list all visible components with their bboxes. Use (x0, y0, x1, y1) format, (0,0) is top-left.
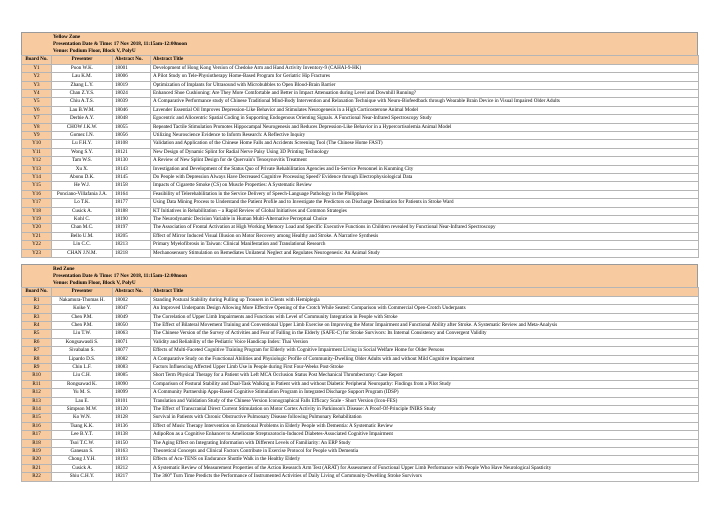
table-row (22, 64, 699, 72)
presenter-cell: Tsoi T.C.W. (52, 439, 113, 447)
abstract-title-cell: Standing Postural Stability during Pulling up Trousers in Clients with Hemiplegia (151, 296, 699, 304)
zone-venue: Venue: Podium Floor, Block V, PolyU (53, 48, 136, 55)
abstract-no-cell: 18002 (113, 296, 151, 304)
table-row (22, 305, 699, 313)
presenter-cell: Wong S.Y. (52, 148, 113, 156)
abstract-no-cell: 18188 (113, 207, 151, 215)
abstract-no-cell: 18050 (113, 321, 151, 329)
table-row (22, 131, 699, 139)
table-row (22, 422, 699, 430)
table-row (22, 232, 699, 240)
abstract-no-cell: 18164 (113, 190, 151, 198)
table-row (22, 81, 699, 89)
presenter-cell: Abonu D.K. (52, 173, 113, 181)
board-no-cell: R17 (22, 431, 52, 439)
abstract-title-cell: Comparison of Postural Stability and Dual-Task Walking in Patient with and without Diabetic Peripheral Neuropathy: Findings from a Pilot Study (151, 380, 699, 388)
abstract-title-cell: A Community Partnership Apps-Based Cognitive Stimulation Program in Integrated Discharge Support Program (IDSP) (151, 389, 699, 397)
board-no-cell: Y15 (22, 182, 52, 190)
table-row (22, 330, 699, 338)
abstract-title-cell: The Aging Effect on Integrating Information with Different Levels of Familiarity: An ERP Study (151, 439, 699, 447)
presenter-cell: Chen P.M. (52, 321, 113, 329)
abstract-no-cell: 18101 (113, 397, 151, 405)
header-abstract-no: Abstract No. (113, 56, 151, 64)
table-row (22, 165, 699, 173)
abstract-title-cell: Do People with Depression Always Have Decreased Cognitive Processing Speed? Evidence through Electrophysiological Data (151, 173, 699, 181)
board-no-cell: R2 (22, 305, 52, 313)
board-no-cell: R20 (22, 456, 52, 464)
presenter-cell: Sivabalan S. (52, 347, 113, 355)
presenter-cell: Chiu A.T.S. (52, 98, 113, 106)
table-row (22, 321, 699, 329)
abstract-no-cell: 18158 (113, 182, 151, 190)
abstract-title-cell: Optimization of Implants for Ultrasound with Microbubbles to Open Blood-Brain Barrier (151, 81, 699, 89)
presenter-cell: Liu T.W. (52, 330, 113, 338)
board-no-cell: R7 (22, 347, 52, 355)
abstract-title-cell: Effects of Multi-Faceted Cognitive Training Program for Elderly with Cognitive Impairment Living in Social Welfare Home for Older Persons (151, 347, 699, 355)
presenter-cell: Cusick A. (52, 464, 113, 472)
abstract-title-cell: A Comparative Study on the Functional Abilities and Physiologic Profile of Community-Dwelling Older Adults with and without Mild Cognitive Impairment (151, 355, 699, 363)
board-no-cell: Y6 (22, 106, 52, 114)
header-abstract-title: Abstract Title (151, 56, 699, 64)
abstract-title-cell: A Pilot Study on Tele-Physiotherapy Home-Based Program for Geriatric Hip Fractures (151, 73, 699, 81)
presenter-cell: Poon W.K. (52, 64, 113, 72)
abstract-no-cell: 18046 (113, 106, 151, 114)
board-no-cell: R4 (22, 321, 52, 329)
presenter-cell: Chan M.C. (52, 224, 113, 232)
board-no-cell: Y5 (22, 98, 52, 106)
presenter-cell: Tsang K.K. (52, 422, 113, 430)
abstract-title-cell: AdipoRon as a Cognitive Enhancer to Ameliorate Streptozotocin-Induced Diabetes-Associated Cognitive Impairment (151, 431, 699, 439)
abstract-no-cell: 18006 (113, 73, 151, 81)
table-header-row (22, 288, 699, 296)
board-no-cell: Y21 (22, 232, 52, 240)
abstract-no-cell: 18019 (113, 81, 151, 89)
abstract-no-cell: 18163 (113, 448, 151, 456)
abstract-no-cell: 18055 (113, 123, 151, 131)
presenter-cell: Chin L.F. (52, 363, 113, 371)
board-no-cell: Y3 (22, 81, 52, 89)
table-row (22, 464, 699, 472)
presenter-cell: Liu C.H. (52, 372, 113, 380)
zone-datetime: Presentation Date & Time: 17 Nov 2018, 11:15am-12:00noon (53, 273, 187, 280)
table-row (22, 363, 699, 371)
presenter-cell: Ko W.N. (52, 414, 113, 422)
board-no-cell: R15 (22, 414, 52, 422)
presenter-cell: Tam W.S. (52, 157, 113, 165)
zone-header (21, 32, 698, 55)
presenter-cell: He W.J. (52, 182, 113, 190)
board-no-cell: R16 (22, 422, 52, 430)
table-row (22, 224, 699, 232)
abstract-title-cell: Theoretical Concepts and Clinical Factors Contribute in Exercise Protocol for People with Dementia (151, 448, 699, 456)
presenter-cell: Rongsawad K. (52, 380, 113, 388)
abstract-title-cell: Egocentric and Allocentric Spatial Coding in Supporting Endogenous Orienting Signals. A Functional Near-Infrared Spectroscopy Study (151, 115, 699, 123)
abstract-title-cell: Lavender Essential Oil Improves Depression-Like Behavior and Stimulates Neurogenesis in a High Corticosterone Animal Model (151, 106, 699, 114)
board-no-cell: Y17 (22, 199, 52, 207)
presenter-cell: Koike Y. (52, 305, 113, 313)
board-no-cell: R13 (22, 397, 52, 405)
abstract-title-cell: An Improved Underpants Design Allowing More Effective Opening of the Crotch While Seated: Comparison with Commercial Open-Crotch Underpants (151, 305, 699, 313)
table-row (22, 89, 699, 97)
presenter-cell: Lu F.H.Y. (52, 140, 113, 148)
abstract-title-cell: A Comparative Performance study of Chinese Traditional Mind-Body Intervention and Relaxation Technique with Neuro-Biofeedback through Wearable Brain Device in Visual Impaired Older Adults (151, 98, 699, 106)
board-no-cell: R21 (22, 464, 52, 472)
red-zone-section (21, 264, 698, 482)
board-no-cell: Y8 (22, 123, 52, 131)
abstract-no-cell: 18001 (113, 64, 151, 72)
abstract-no-cell: 18056 (113, 131, 151, 139)
abstract-title-cell: Primary Myelofibrosis in Taiwan: Clinical Manifestation and Translational Research (151, 241, 699, 249)
abstract-no-cell: 18128 (113, 414, 151, 422)
table-row (22, 207, 699, 215)
presenter-cell: Kohl C. (52, 216, 113, 224)
table-row (22, 73, 699, 81)
presenter-cell: Gomez I.N. (52, 131, 113, 139)
header-presenter: Presenter (52, 288, 113, 296)
abstract-no-cell: 18049 (113, 313, 151, 321)
board-no-cell: Y13 (22, 165, 52, 173)
abstract-title-cell: The Neurodynamic Decision Variable in Human Multi-Alternative Perceptual Choice (151, 216, 699, 224)
abstract-title-cell: Validation and Application of the Chinese Home Falls and Accidents Screening Tool (The Chinese Home FAST) (151, 140, 699, 148)
board-no-cell: R14 (22, 405, 52, 413)
abstract-no-cell: 18193 (113, 456, 151, 464)
presenter-cell: Lin C.C. (52, 241, 113, 249)
abstract-title-cell: Repeated Tactile Stimulation Promotes Hippocampal Neurogenesis and Reduces Depression-Like Behavior in a Hypercortisolemia Animal Model (151, 123, 699, 131)
abstract-no-cell: 18082 (113, 355, 151, 363)
abstract-no-cell: 18071 (113, 338, 151, 346)
table-row (22, 182, 699, 190)
board-no-cell: Y11 (22, 148, 52, 156)
table-row (22, 431, 699, 439)
header-board-no: Board No. (22, 56, 52, 64)
abstract-no-cell: 18039 (113, 98, 151, 106)
abstract-no-cell: 18213 (113, 241, 151, 249)
board-no-cell: Y7 (22, 115, 52, 123)
abstract-title-cell: Translation and Validation Study of the Chinese Version Iconographical Falls Efficacy Scale - Short Version (Icon-FES) (151, 397, 699, 405)
board-no-cell: Y22 (22, 241, 52, 249)
abstract-no-cell: 18099 (113, 389, 151, 397)
zone-header (21, 264, 698, 287)
zone-name: Red Zone (53, 266, 75, 272)
abstract-title-cell: Effect of Music Therapy Intervention on Emotional Problems in Elderly People with Dementia: A Systematic Review (151, 422, 699, 430)
abstract-no-cell: 18218 (113, 249, 151, 257)
poster-table (21, 55, 699, 258)
abstract-title-cell: A Review of New Splint Design for de Quervain's Tenosynovitis Treatment (151, 157, 699, 165)
table-row (22, 249, 699, 257)
yellow-zone-section (21, 32, 698, 258)
abstract-no-cell: 18108 (113, 140, 151, 148)
board-no-cell: Y9 (22, 131, 52, 139)
presenter-cell: Bello U.M. (52, 232, 113, 240)
board-no-cell: Y12 (22, 157, 52, 165)
presenter-cell: Derbie A.Y. (52, 115, 113, 123)
header-abstract-no: Abstract No. (113, 288, 151, 296)
table-row (22, 98, 699, 106)
presenter-cell: Yu M. S. (52, 389, 113, 397)
abstract-no-cell: 18138 (113, 431, 151, 439)
board-no-cell: R10 (22, 372, 52, 380)
table-row (22, 199, 699, 207)
table-row (22, 115, 699, 123)
zone-venue: Venue: Podium Floor, Block V, PolyU (53, 280, 136, 287)
presenter-cell: Ponciano-Villafania J.A. (52, 190, 113, 198)
presenter-cell: Kongsawasdi S. (52, 338, 113, 346)
table-row (22, 338, 699, 346)
table-row (22, 148, 699, 156)
abstract-title-cell: Impacts of Cigarette Smoke (CS) on Muscle Properties: A Systematic Review (151, 182, 699, 190)
header-abstract-title: Abstract Title (151, 288, 699, 296)
presenter-cell: Shiu C.H.Y. (52, 473, 113, 481)
abstract-no-cell: 18063 (113, 330, 151, 338)
abstract-no-cell: 18024 (113, 89, 151, 97)
board-no-cell: Y10 (22, 140, 52, 148)
table-row (22, 190, 699, 198)
abstract-no-cell: 18090 (113, 380, 151, 388)
abstract-title-cell: Enhanced Shoe Cushioning: Are They More Comfortable and Better in Impact Attenuation during Level and Downhill Running? (151, 89, 699, 97)
abstract-no-cell: 18083 (113, 363, 151, 371)
presenter-cell: Cusick A. (52, 207, 113, 215)
board-no-cell: R1 (22, 296, 52, 304)
header-presenter: Presenter (52, 56, 113, 64)
abstract-title-cell: Development of Hong Kong Version of Chedoke Arm and Hand Activity Inventory-9 (CAHAI-9-HK) (151, 64, 699, 72)
presenter-cell: Lipardo D.S. (52, 355, 113, 363)
board-no-cell: Y2 (22, 73, 52, 81)
abstract-title-cell: Short Term Physical Therapy for a Patient with Left MCA Occlusion Status Post Mechanical Thrombectomy: Case Report (151, 372, 699, 380)
table-row (22, 439, 699, 447)
zone-name: Yellow Zone (53, 34, 81, 40)
abstract-title-cell: Utilizing Neuroscience Evidence to Inform Research: A Reflective Inquiry (151, 131, 699, 139)
abstract-no-cell: 18212 (113, 464, 151, 472)
table-row (22, 241, 699, 249)
table-row (22, 397, 699, 405)
board-no-cell: R8 (22, 355, 52, 363)
board-no-cell: R11 (22, 380, 52, 388)
presenter-cell: CHAN J.N.M. (52, 249, 113, 257)
abstract-title-cell: The 360° Turn Time Predicts the Performance of Instrumented Activities of Daily Living of Community-Dwelling Stroke Survivors (151, 473, 699, 481)
table-row (22, 123, 699, 131)
abstract-no-cell: 18136 (113, 422, 151, 430)
presenter-cell: Simpson M.W. (52, 405, 113, 413)
abstract-title-cell: The Correlation of Upper Limb Impairments and Functions with Level of Community Integration in People with Stroke (151, 313, 699, 321)
abstract-title-cell: Effect of Mirror Induced Visual Illusion on Motor Recovery among Healthy and Stroke. A Narrative Synthesis (151, 232, 699, 240)
board-no-cell: Y4 (22, 89, 52, 97)
abstract-title-cell: The Effect of Transcranial Direct Current Stimulation on Motor Cortex Activity in Parkinson's Disease: A Proof-Of-Principle fNIRS Study (151, 405, 699, 413)
abstract-no-cell: 18190 (113, 216, 151, 224)
abstract-no-cell: 18048 (113, 115, 151, 123)
abstract-title-cell: Factors Influencing Affected Upper Limb Use in People during First Four-Weeks Post-Stroke (151, 363, 699, 371)
presenter-cell: CHOW J.K.W. (52, 123, 113, 131)
abstract-no-cell: 18120 (113, 405, 151, 413)
table-row (22, 106, 699, 114)
presenter-cell: Lau B.W.M. (52, 106, 113, 114)
abstract-title-cell: Mechanosensory Stimulation on Remediates Unilateral Neglect and Regulates Neurogenesis: An Animal Study (151, 249, 699, 257)
table-row (22, 296, 699, 304)
table-row (22, 380, 699, 388)
board-no-cell: Y1 (22, 64, 52, 72)
table-row (22, 157, 699, 165)
presenter-cell: Nakamura-Thomas H. (52, 296, 113, 304)
poster-table (21, 287, 699, 481)
board-no-cell: R22 (22, 473, 52, 481)
table-row (22, 347, 699, 355)
abstract-title-cell: The Effect of Bilateral Movement Training and Conventional Upper Limb Exercise on Improving the Motor Impairment and Functional Ability after Stroke. A Systematic Review and Meta-Analysis (151, 321, 699, 329)
presenter-cell: Lau E. (52, 397, 113, 405)
abstract-no-cell: 18150 (113, 439, 151, 447)
zone-datetime: Presentation Date & Time: 17 Nov 2018, 11:15am-12:00noon (53, 41, 187, 48)
presenter-cell: Ganesan S. (52, 448, 113, 456)
board-no-cell: R18 (22, 439, 52, 447)
table-row (22, 414, 699, 422)
board-no-cell: R3 (22, 313, 52, 321)
abstract-title-cell: Survival in Patients with Chronic Obstructive Pulmonary Disease following Pulmonary Rehabilitation (151, 414, 699, 422)
abstract-no-cell: 18145 (113, 173, 151, 181)
abstract-title-cell: KT Initiatives in Rehabilitation – a Rapid Review of Global Initiatives and Common Strategies (151, 207, 699, 215)
abstract-no-cell: 18130 (113, 157, 151, 165)
abstract-title-cell: Validity and Reliability of the Pediatric Voice Handicap Index: Thai Version (151, 338, 699, 346)
board-no-cell: Y19 (22, 216, 52, 224)
board-no-cell: R12 (22, 389, 52, 397)
table-row (22, 448, 699, 456)
presenter-cell: Chan Z.Y.S. (52, 89, 113, 97)
abstract-no-cell: 18205 (113, 232, 151, 240)
table-header-row (22, 56, 699, 64)
abstract-no-cell: 18197 (113, 224, 151, 232)
abstract-title-cell: The Association of Frontal Activation at High Working Memory Load and Specific Executive Functions in Children revealed by Functional Near-Infrared Spectroscopy (151, 224, 699, 232)
board-no-cell: R19 (22, 448, 52, 456)
abstract-no-cell: 18047 (113, 305, 151, 313)
board-no-cell: Y23 (22, 249, 52, 257)
table-row (22, 355, 699, 363)
abstract-no-cell: 18077 (113, 347, 151, 355)
board-no-cell: R6 (22, 338, 52, 346)
presenter-cell: Chong J.Y.H. (52, 456, 113, 464)
abstract-title-cell: Using Data Mining Process to Understand the Patient Profile and to Investigate the Predictors on Discharge Destination for Patients in Stroke Ward (151, 199, 699, 207)
presenter-cell: Lo T.K. (52, 199, 113, 207)
board-no-cell: Y20 (22, 224, 52, 232)
table-row (22, 216, 699, 224)
abstract-no-cell: 18121 (113, 148, 151, 156)
presenter-cell: Chen P.M. (52, 313, 113, 321)
table-row (22, 173, 699, 181)
abstract-no-cell: 18085 (113, 372, 151, 380)
table-row (22, 456, 699, 464)
table-row (22, 389, 699, 397)
abstract-title-cell: A Systematic Review of Measurement Properties of the Action Research Arm Test (ARAT) for Assessment of Functional Upper Limb Performance with People Who Have Neurological Spasticity (151, 464, 699, 472)
board-no-cell: R9 (22, 363, 52, 371)
board-no-cell: Y16 (22, 190, 52, 198)
abstract-no-cell: 18177 (113, 199, 151, 207)
table-row (22, 372, 699, 380)
abstract-title-cell: The Chinese Version of the Survey of Activities and Fear of Falling in the Elderly (SAFE-C) for Stroke Survivors: Its Internal Consistency and Convergent Validity (151, 330, 699, 338)
table-row (22, 405, 699, 413)
abstract-no-cell: 18217 (113, 473, 151, 481)
board-no-cell: Y14 (22, 173, 52, 181)
presenter-cell: Lee B.Y.T. (52, 431, 113, 439)
presenter-cell: Lau K.M. (52, 73, 113, 81)
abstract-no-cell: 18143 (113, 165, 151, 173)
table-row (22, 140, 699, 148)
header-board-no: Board No. (22, 288, 52, 296)
presenter-cell: Xu X. (52, 165, 113, 173)
presenter-cell: Zhang L.Y. (52, 81, 113, 89)
board-no-cell: Y18 (22, 207, 52, 215)
abstract-title-cell: Feasibility of Telerehabilitation in the Service Delivery of Speech-Language Pathology in the Philippines (151, 190, 699, 198)
table-row (22, 313, 699, 321)
table-row (22, 473, 699, 481)
abstract-title-cell: Investigation and Development of the Status Quo of Private Rehabilitation Agencies and In-Service Personnel in Kunming City (151, 165, 699, 173)
board-no-cell: R5 (22, 330, 52, 338)
abstract-title-cell: New Design of Dynamic Splint for Radial Nerve Palsy Using 3D Printing Technology (151, 148, 699, 156)
abstract-title-cell: Effects of Acu-TENS on Endurance Shuttle Walk in the Healthy Elderly (151, 456, 699, 464)
